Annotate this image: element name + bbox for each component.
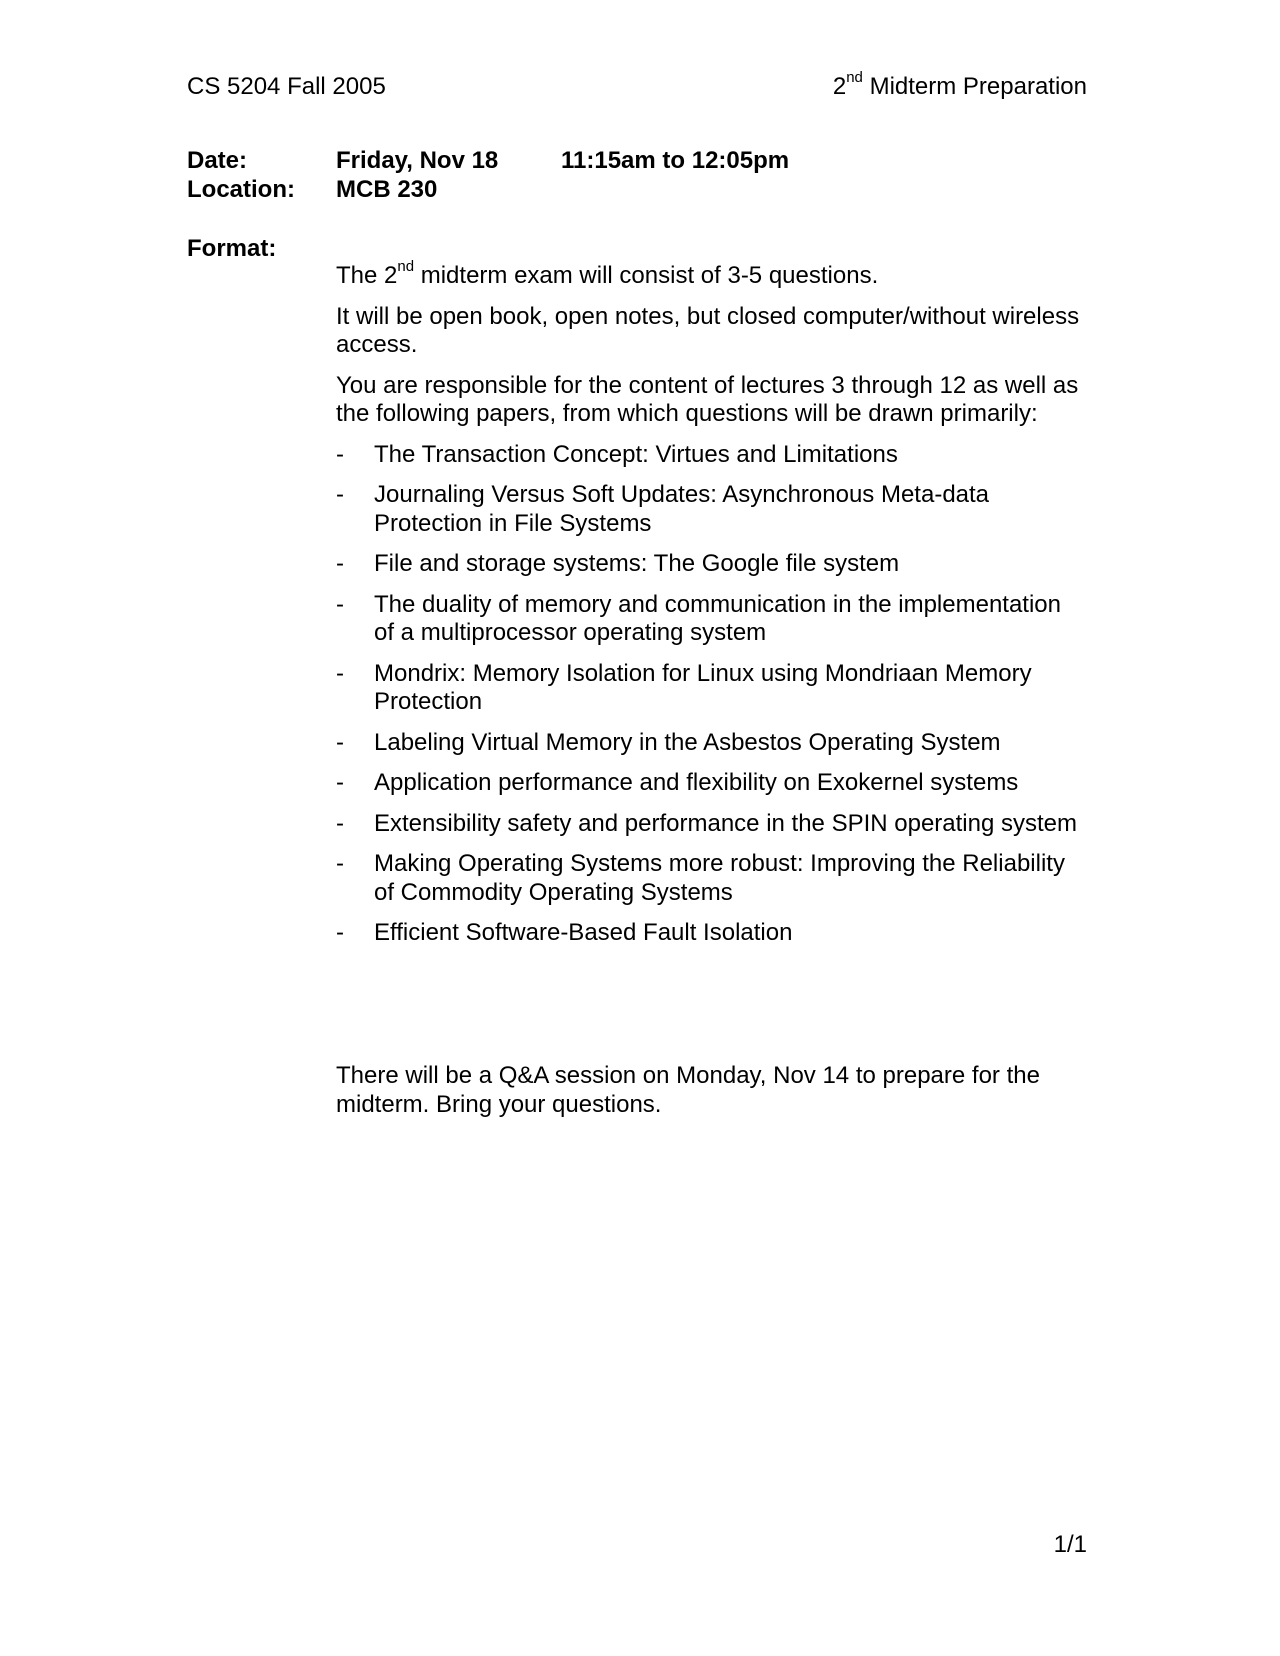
location-value: MCB 230 (336, 176, 438, 203)
date-value: Friday, Nov 18 (336, 147, 499, 174)
location-label: Location: (187, 176, 295, 203)
paper-list (336, 441, 1086, 948)
paper-title: Application performance and flexibility on Exokernel systems (374, 769, 1019, 796)
format-intro-suffix: nd (397, 258, 415, 275)
bullet-dash: - (336, 919, 344, 946)
format-row (0, 234, 1280, 264)
paper-item (336, 481, 1086, 538)
paper-title: File and storage systems: The Google file system (374, 550, 900, 577)
page-number: 1/1 (1053, 1531, 1087, 1558)
format-intro-post: midterm exam will consist of 3-5 questions. (414, 262, 879, 289)
header-ordinal-suffix: nd (846, 69, 863, 86)
paper-item (336, 550, 1086, 579)
header-ordinal-number: 2 (832, 73, 847, 100)
paper-item (336, 591, 1086, 648)
paper-item (336, 850, 1086, 907)
bullet-dash: - (336, 850, 344, 877)
date-label: Date: (187, 147, 248, 174)
header-title: Midterm Preparation (862, 73, 1087, 100)
bullet-dash: - (336, 481, 344, 508)
bullet-dash: - (336, 809, 344, 837)
paper-item (336, 919, 1086, 948)
paper-title: Extensibility safety and performance in the SPIN operating system (374, 809, 1078, 837)
open-book-note: It will be open book, open notes, but closed computer/without wireless access. (336, 302, 1080, 358)
responsibility-note: You are responsible for the content of lectures 3 through 12 as well as the following papers, from which questions will be drawn primarily: (336, 371, 1079, 427)
paper-item (336, 441, 1086, 470)
bullet-dash: - (336, 659, 344, 687)
bullet-dash: - (336, 550, 344, 577)
format-label: Format: (187, 235, 277, 262)
paper-title: The duality of memory and communication in the implementation of a multiprocessor operating system (374, 590, 1061, 646)
location-row (0, 175, 1280, 205)
bullet-dash: - (336, 440, 344, 468)
format-intro-pre: The 2 (336, 262, 398, 289)
paper-title: Labeling Virtual Memory in the Asbestos Operating System (374, 728, 1001, 756)
paper-title: The Transaction Concept: Virtues and Limitations (374, 440, 898, 468)
page-header-left: CS 5204 Fall 2005 (187, 73, 386, 100)
paper-item (336, 769, 1086, 798)
bullet-dash: - (336, 590, 344, 618)
paper-title: Journaling Versus Soft Updates: Asynchronous Meta-data Protection in File Systems (374, 481, 990, 537)
paper-title: Mondrix: Memory Isolation for Linux using Mondriaan Memory Protection (374, 659, 1032, 715)
qa-session-note: There will be a Q&A session on Monday, Nov 14 to prepare for the midterm. Bring your questions. (336, 1062, 1040, 1118)
paper-item (336, 660, 1086, 717)
format-body (336, 258, 1086, 960)
format-intro (336, 258, 1086, 291)
paper-title: Making Operating Systems more robust: Improving the Reliability of Commodity Operating Systems (374, 850, 1065, 906)
date-row (0, 146, 1280, 176)
bullet-dash: - (336, 728, 344, 756)
page-header-right (832, 69, 1087, 102)
paper-title: Efficient Software-Based Fault Isolation (374, 919, 793, 946)
bullet-dash: - (336, 769, 344, 796)
paper-item (336, 729, 1086, 758)
time-value: 11:15am to 12:05pm (561, 147, 790, 174)
paper-item (336, 810, 1086, 839)
